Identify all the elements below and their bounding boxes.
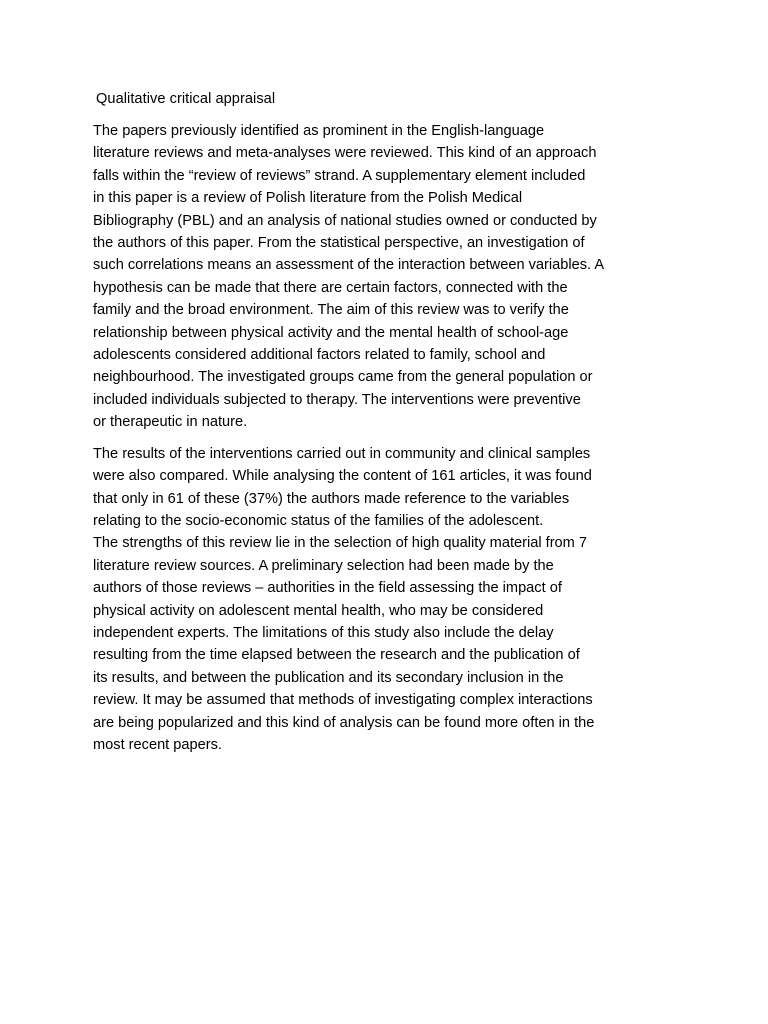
text-line: in this paper is a review of Polish literature from the Polish Medical	[93, 190, 523, 207]
text-line: or therapeutic in nature.	[93, 414, 248, 431]
text-line: Bibliography (PBL) and an analysis of national studies owned or conducted by	[93, 212, 597, 229]
text-line: The strengths of this review lie in the selection of high quality material from 7	[93, 535, 587, 552]
text-line: falls within the “review of reviews” strand. A supplementary element included	[93, 167, 586, 184]
text-line: were also compared. While analysing the content of 161 articles, it was found	[93, 468, 592, 485]
text-line: adolescents considered additional factors related to family, school and	[93, 347, 546, 364]
text-line: resulting from the time elapsed between the research and the publication of	[93, 647, 580, 664]
text-line: that only in 61 of these (37%) the authors made reference to the variables	[93, 490, 570, 507]
text-line: authors of those reviews – authorities in the field assessing the impact of	[93, 580, 562, 597]
text-line: family and the broad environment. The aim of this review was to verify the	[93, 302, 569, 319]
text-line: hypothesis can be made that there are certain factors, connected with the	[93, 279, 568, 296]
document-body	[93, 88, 683, 765]
section-heading: Qualitative critical appraisal	[96, 91, 276, 107]
text-line: independent experts. The limitations of this study also include the delay	[93, 624, 554, 641]
text-line: its results, and between the publication and its secondary inclusion in the	[93, 669, 564, 686]
text-line: The results of the interventions carried out in community and clinical samples	[93, 445, 591, 462]
text-line: physical activity on adolescent mental health, who may be considered	[93, 602, 544, 619]
text-line: such correlations means an assessment of the interaction between variables. A	[93, 257, 605, 274]
text-line: neighbourhood. The investigated groups came from the general population or	[93, 369, 593, 386]
text-line: The papers previously identified as prominent in the English-language	[93, 123, 545, 139]
text-line: relating to the socio-economic status of the families of the adolescent.	[93, 512, 544, 529]
paragraph-methods	[93, 120, 683, 434]
text-line: review. It may be assumed that methods of investigating complex interactions	[93, 692, 593, 709]
text-line: literature reviews and meta-analyses were reviewed. This kind of an approach	[93, 145, 597, 162]
text-line: the authors of this paper. From the statistical perspective, an investigation of	[93, 235, 585, 252]
text-line: most recent papers.	[93, 736, 222, 753]
text-line: are being popularized and this kind of analysis can be found more often in the	[93, 714, 595, 731]
text-line: literature review sources. A preliminary selection had been made by the	[93, 557, 554, 574]
paragraph-strengths	[93, 532, 683, 756]
text-line: included individuals subjected to therapy. The interventions were preventive	[93, 391, 581, 408]
text-line: relationship between physical activity and the mental health of school-age	[93, 324, 569, 341]
paragraph-results	[93, 443, 683, 533]
